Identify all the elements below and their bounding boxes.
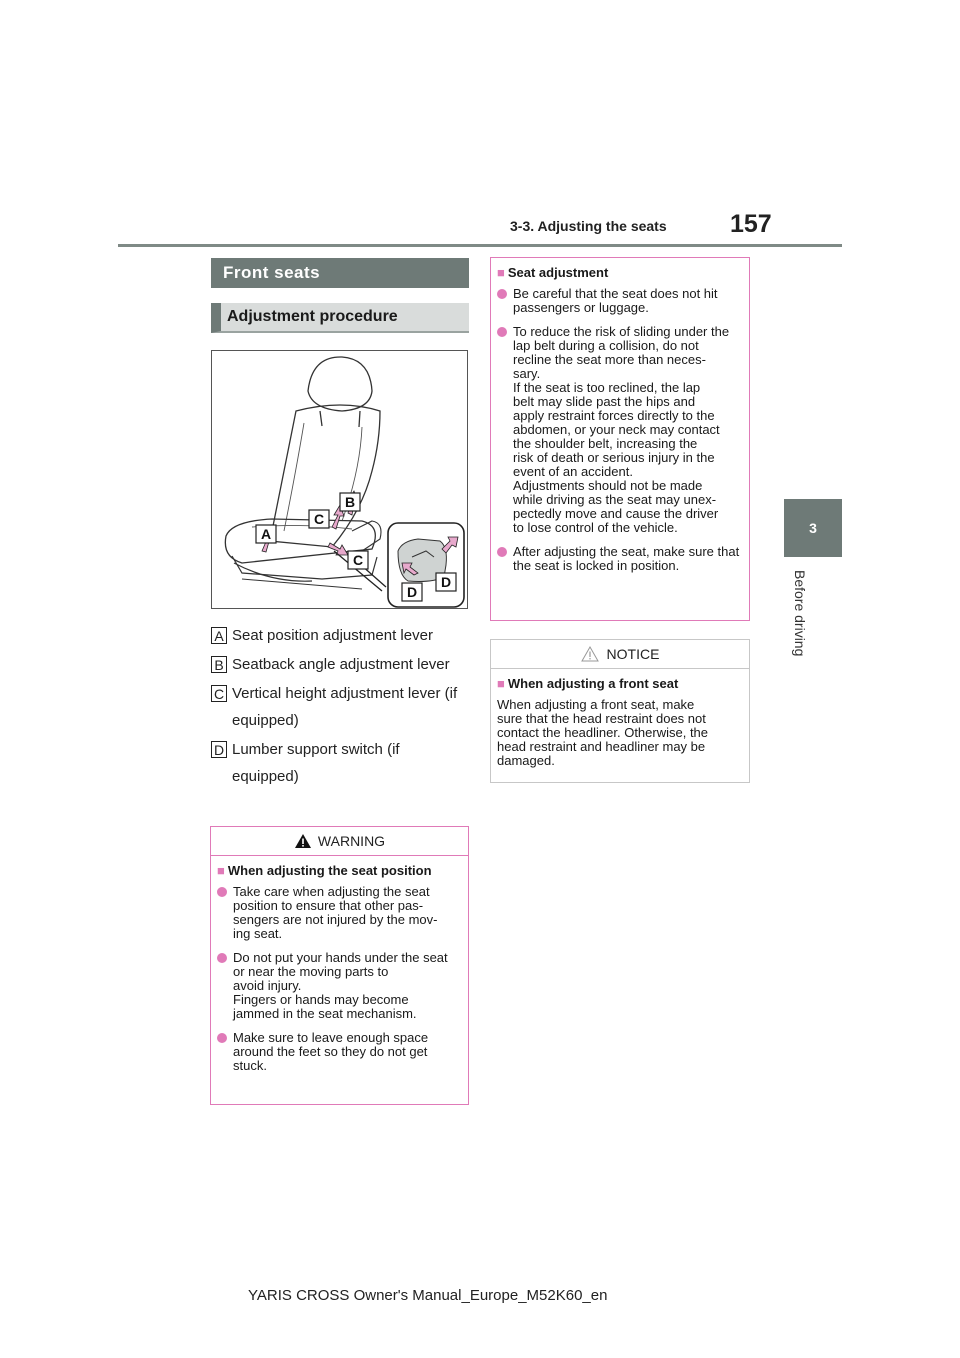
seat-adjustment-box — [490, 257, 750, 621]
warning-bullet-text: Take care when adjusting the seat position to ensure that other pas- sengers are not injured by the mov- ing seat. — [233, 884, 438, 941]
subsection-heading — [211, 303, 469, 333]
legend-text: Seatback angle adjustment lever — [232, 656, 450, 673]
seat-adjustment-bullet — [497, 545, 743, 573]
warning-bullet — [217, 885, 462, 941]
notice-box — [490, 639, 750, 783]
warning-title — [211, 827, 468, 856]
legend-item-c — [211, 680, 471, 734]
chapter-label: Before driving — [792, 570, 808, 657]
seat-adjustment-bullet-text: To reduce the risk of sliding under the lap belt during a collision, do not recline the seat more than neces- sary. If the seat is too reclined, the lap belt may slide past the hips and apply restraint forces directly to the abdomen, or your neck may contact the shoulder belt, increasing the risk of death or serious injury in the event of an accident. Adjustments should not be made while driving as the seat may unex- pectedly move and cause the driver to lose control of the vehicle. — [513, 324, 730, 535]
subsection-heading-text: Adjustment procedure — [227, 308, 398, 325]
seat-adjustment-bullet — [497, 325, 743, 535]
seat-adjustment-bullet-text: After adjusting the seat, make sure that the seat is locked in position. — [513, 544, 740, 573]
label-c-lower: C — [352, 552, 364, 568]
section-heading — [211, 258, 469, 288]
footer-manual-id: YARIS CROSS Owner's Manual_Europe_M52K60_en — [248, 1287, 608, 1304]
page-number: 157 — [730, 210, 772, 238]
seat-illustration — [211, 350, 468, 609]
legend-item-a — [211, 622, 471, 649]
warning-bullet — [217, 1031, 462, 1073]
label-d-right: D — [440, 574, 452, 590]
seat-adjustment-bullet — [497, 287, 743, 315]
legend-text: Vertical height adjustment lever (if equipped) — [232, 685, 458, 729]
seat-adjustment-heading-text: Seat adjustment — [507, 265, 609, 280]
bullet-dot — [497, 547, 507, 557]
notice-heading: ■ When adjusting a front seat — [497, 676, 679, 691]
label-c-upper: C — [313, 511, 325, 527]
warning-heading-text: When adjusting the seat position — [227, 863, 432, 878]
legend-text: Seat position adjustment lever — [232, 627, 433, 644]
bullet-dot — [217, 1033, 227, 1043]
bullet-dot — [497, 289, 507, 299]
warning-heading: ■ When adjusting the seat position — [217, 863, 432, 878]
warning-bullet-text: Make sure to leave enough space around the feet so they do not get stuck. — [233, 1030, 429, 1073]
label-b: B — [344, 494, 356, 510]
legend-letter: C — [211, 685, 227, 702]
section-title: 3-3. Adjusting the seats — [510, 218, 667, 234]
legend-letter: D — [211, 741, 227, 758]
seat-drawing — [212, 351, 467, 608]
warning-title-text: WARNING — [317, 833, 386, 849]
legend-text: Lumber support switch (if equipped) — [232, 741, 400, 785]
warning-bullet-text: Do not put your hands under the seat or near the moving parts to avoid injury. Fingers or hands may become jammed in the seat mechanism. — [233, 950, 448, 1021]
header-divider — [118, 244, 842, 247]
warning-bullet — [217, 951, 462, 1021]
notice-heading-text: When adjusting a front seat — [507, 676, 679, 691]
warning-icon — [294, 833, 312, 849]
label-d-left: D — [406, 584, 418, 600]
bullet-dot — [497, 327, 507, 337]
notice-title — [491, 640, 749, 669]
chapter-tab: 3 — [784, 499, 842, 557]
legend-letter: A — [211, 627, 227, 644]
legend-letter: B — [211, 656, 227, 673]
notice-title-text: NOTICE — [606, 646, 660, 662]
warning-box — [210, 826, 469, 1105]
notice-text: When adjusting a front seat, make sure that the head restraint does not contact the headliner. Otherwise, the head restraint and headliner may be damaged. — [497, 697, 709, 768]
seat-adjustment-bullet-text: Be careful that the seat does not hit passengers or luggage. — [513, 286, 718, 315]
legend-item-b — [211, 651, 471, 678]
bullet-dot — [217, 887, 227, 897]
section-heading-text: Front seats — [223, 263, 321, 282]
seat-adjustment-heading: ■ Seat adjustment — [497, 265, 609, 280]
bullet-dot — [217, 953, 227, 963]
figure-legend — [211, 622, 471, 792]
label-a: A — [260, 526, 272, 542]
legend-item-d — [211, 736, 471, 790]
notice-icon — [581, 646, 599, 662]
